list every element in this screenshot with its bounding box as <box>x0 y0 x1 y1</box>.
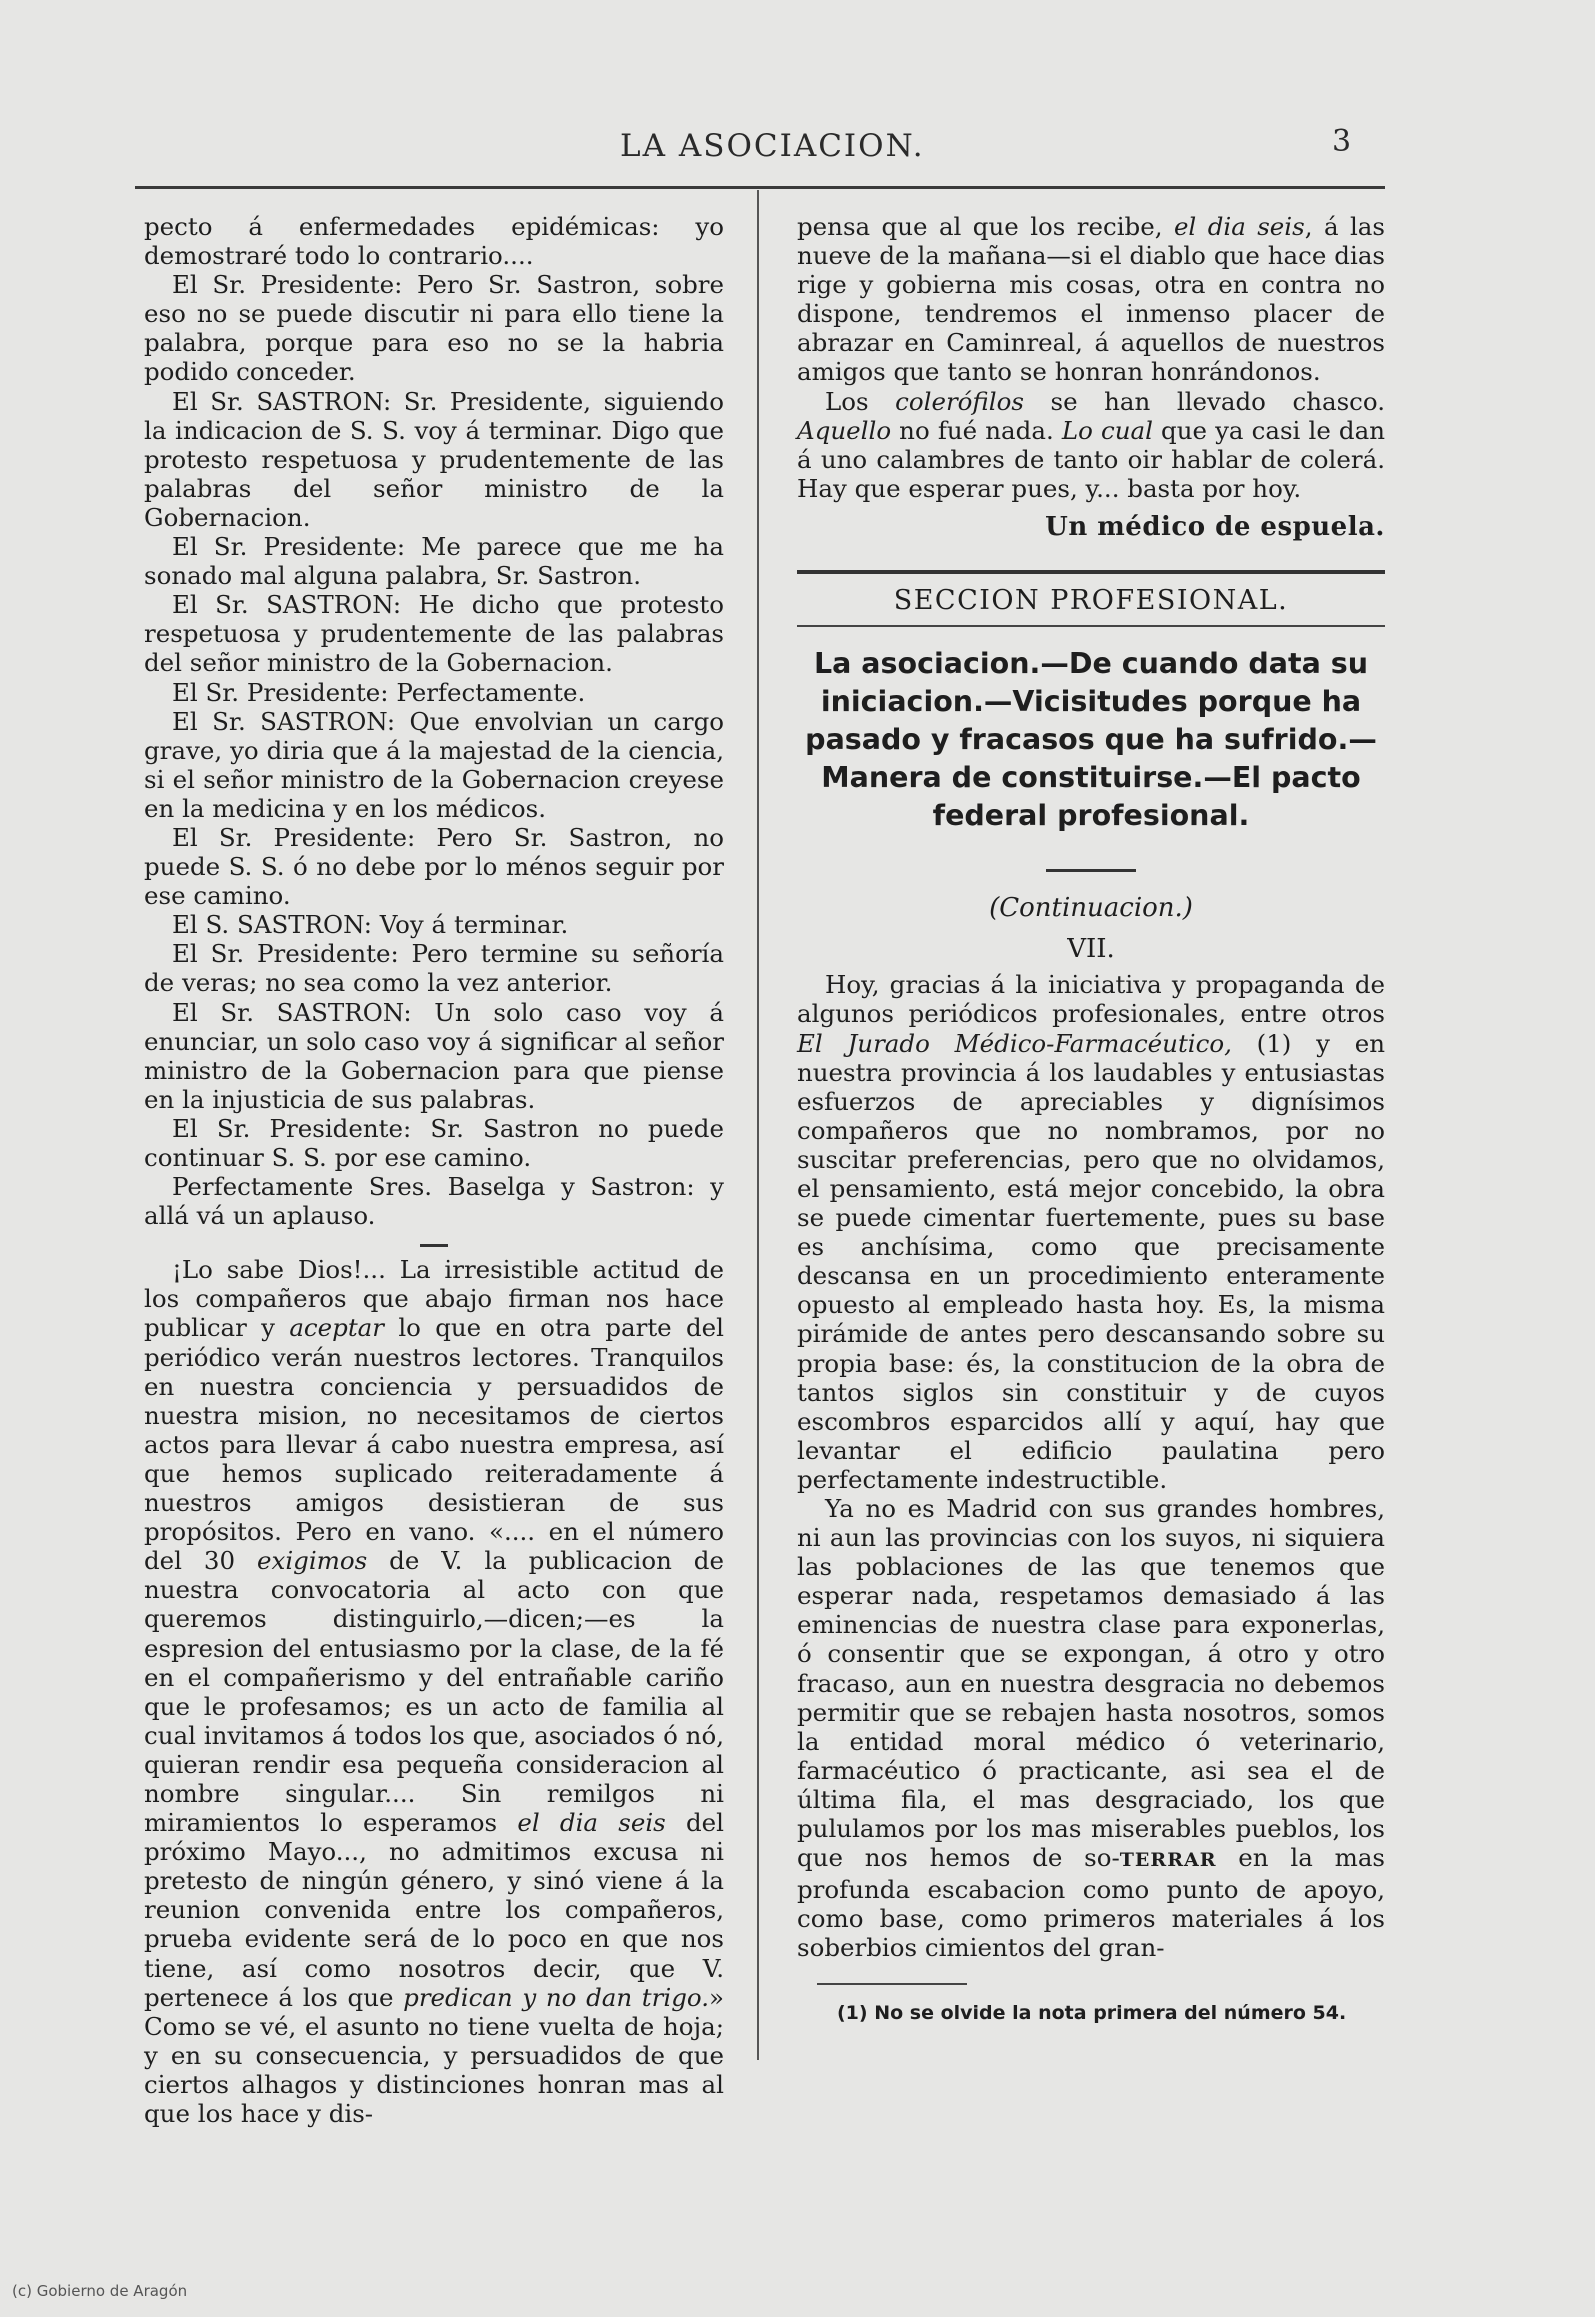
paragraph: El S. SASTRON: Voy á terminar. <box>172 910 569 940</box>
footnote-rule <box>817 1983 967 1985</box>
continuation-label: (Continuacion.) <box>989 893 1193 924</box>
paragraph: El Sr. Presidente: Sr. Sastron no puede continuar S. S. por ese camino. <box>144 1113 724 1172</box>
paragraph: Ya no es Madrid con sus grandes hombres, ni aun las provincias con los suyos, ni siquiera las poblaciones de las que tenemos que esperar nada, respetamos demasiado á las eminencias de nuestra clase para exponerlas, ó consentir que se expongan, á otro y otro fracaso, aun en nuestra desgracia no debemos permitir que se rebajen hasta nosotros, somos la entidad moral médico ó veterinario, farmacéutico ó practicante, asi sea el de última fila, el mas desgraciado, los que pululamos por los mas miserables pueblos, los que nos hemos de so-TERRAR en la mas profunda escabacion como punto de apoyo, como base, como primeros materiales á los soberbios cimientos del gran- <box>797 1494 1385 1963</box>
title-rule <box>1046 869 1136 872</box>
paragraph: El Sr. Presidente: Pero Sr. Sastron, no puede S. S. ó no debe por lo ménos seguir por ese camino. <box>144 822 724 911</box>
column-divider <box>757 190 759 2060</box>
paragraph: El Sr. SASTRON: He dicho que protesto respetuosa y prudentemente de las palabras del señor ministro de la Gobernacion. <box>144 590 724 678</box>
section-dash <box>420 1244 448 1247</box>
header-rule <box>135 186 1385 189</box>
paragraph: El Sr. Presidente: Pero termine su señoría de veras; no sea como la vez anterior. <box>144 939 724 998</box>
paragraph: Los colerófilos se han llevado chasco. Aquello no fué nada. Lo cual que ya casi le dan á uno calambres de tanto oir hablar de colerá. Hay que esperar pues, y... basta por hoy. <box>797 386 1385 503</box>
footnote: (1) No se olvide la nota primera del número 54. <box>837 2001 1347 2024</box>
section-rule-top <box>797 570 1385 574</box>
chapter-number: VII. <box>1067 934 1115 965</box>
section-rule-bottom <box>797 625 1385 627</box>
running-title: LA ASOCIACION. <box>620 128 925 164</box>
page-number: 3 <box>1332 124 1352 159</box>
paragraph: Hoy, gracias á la iniciativa y propaganda de algunos periódicos profesionales, entre otros El Jurado Médico-Farmacéutico, (1) y en nuestra provincia á los laudables y entusiastas esfuerzos de apreciables y dignísimos compañeros que no nombramos, por no suscitar preferencias, pero que no olvidamos, el pensamiento, está mejor concebido, la obra se puede cimentar fuertemente, pues su base es anchísima, como que precisamente descansa en un procedimiento enteramente opuesto al empleado hasta hoy. Es, la misma pirámide de antes pero descansando sobre su propia base: és, la constitucion de la obra de tantos siglos sin constituir y de cuyos escombros esparcidos allí y aquí, hay que levantar el edificio paulatina pero perfectamente indestructible. <box>797 970 1385 1494</box>
article-title: La asociacion.—De cuando data su iniciacion.—Vicisitudes porque ha pasado y fracasos que ha sufrido.—Manera de constituirse.—El pacto federal profesional. <box>805 647 1377 833</box>
left-column <box>144 212 724 2128</box>
paragraph: pensa que al que los recibe, el dia seis, á las nueve de la mañana—si el diablo que hace dias rige y gobierna mis cosas, otra en contra no dispone, tendremos el inmenso placer de abrazar en Caminreal, á aquellos de nuestros amigos que tanto se honran honrándonos. <box>797 212 1385 387</box>
copyright-notice: (c) Gobierno de Aragón <box>12 2282 188 2300</box>
paragraph: El Sr. Presidente: Me parece que me ha sonado mal alguna palabra, Sr. Sastron. <box>144 532 724 591</box>
paragraph: ¡Lo sabe Dios!... La irresistible actitud de los compañeros que abajo firman nos hace publicar y aceptar lo que en otra parte del periódico verán nuestros lectores. Tranquilos en nuestra conciencia y persuadidos de nuestra mision, no necesitamos de ciertos actos para llevar á cabo nuestra empresa, así que hemos suplicado reiteradamente á nuestros amigos desistieran de sus propósitos. Pero en vano. «.... en el número del 30 exigimos de V. la publicacion de nuestra convocatoria al acto con que queremos distinguirlo,—dicen;—es la espresion del entusiasmo por la clase, de la fé en el compañerismo y del entrañable cariño que le profesamos; es un acto de familia al cual invitamos á todos los que, asociados ó nó, quieran rendir esa pequeña consideracion al nombre singular.... Sin remilgos ni miramientos lo esperamos el dia seis del próximo Mayo..., no admitimos excusa ni pretesto de ningún género, y sinó viene á la reunion convenida entre los compañeros, prueba evidente será de lo poco en que nos tiene, así como nosotros decir, que V. pertenece á los que predican y no dan trigo.» Como se vé, el asunto no tiene vuelta de hoja; y en su consecuencia, y persuadidos de que ciertos alhagos y distinciones honran mas al que los hace y dis- <box>144 1255 725 2128</box>
paragraph: Perfectamente Sres. Baselga y Sastron: y allá vá un aplauso. <box>144 1172 724 1231</box>
signature: Un médico de espuela. <box>1045 511 1385 542</box>
section-title: SECCION PROFESIONAL. <box>893 585 1289 617</box>
right-column <box>797 212 1385 2028</box>
paragraph: El Sr. SASTRON: Sr. Presidente, siguiendo la indicacion de S. S. voy á terminar. Digo que protesto respetuosa y prudentemente de las palabras del señor ministro de la Gobernacion. <box>144 386 724 532</box>
paragraph: El Sr. Presidente: Pero Sr. Sastron, sobre eso no se puede discutir ni para ello tiene la palabra, porque para eso no se la habria podido conceder. <box>144 270 724 387</box>
paragraph: pecto á enfermedades epidémicas: yo demostraré todo lo contrario.... <box>144 212 724 271</box>
paragraph: El Sr. SASTRON: Un solo caso voy á enunciar, un solo caso voy á significar al señor ministro de la Gobernacion para que piense en la injusticia de sus palabras. <box>144 997 724 1114</box>
paragraph: El Sr. Presidente: Perfectamente. <box>172 677 586 707</box>
paragraph: El Sr. SASTRON: Que envolvian un cargo grave, yo diria que á la majestad de la ciencia, si el señor ministro de la Gobernacion creyese en la medicina y en los médicos. <box>144 706 724 823</box>
